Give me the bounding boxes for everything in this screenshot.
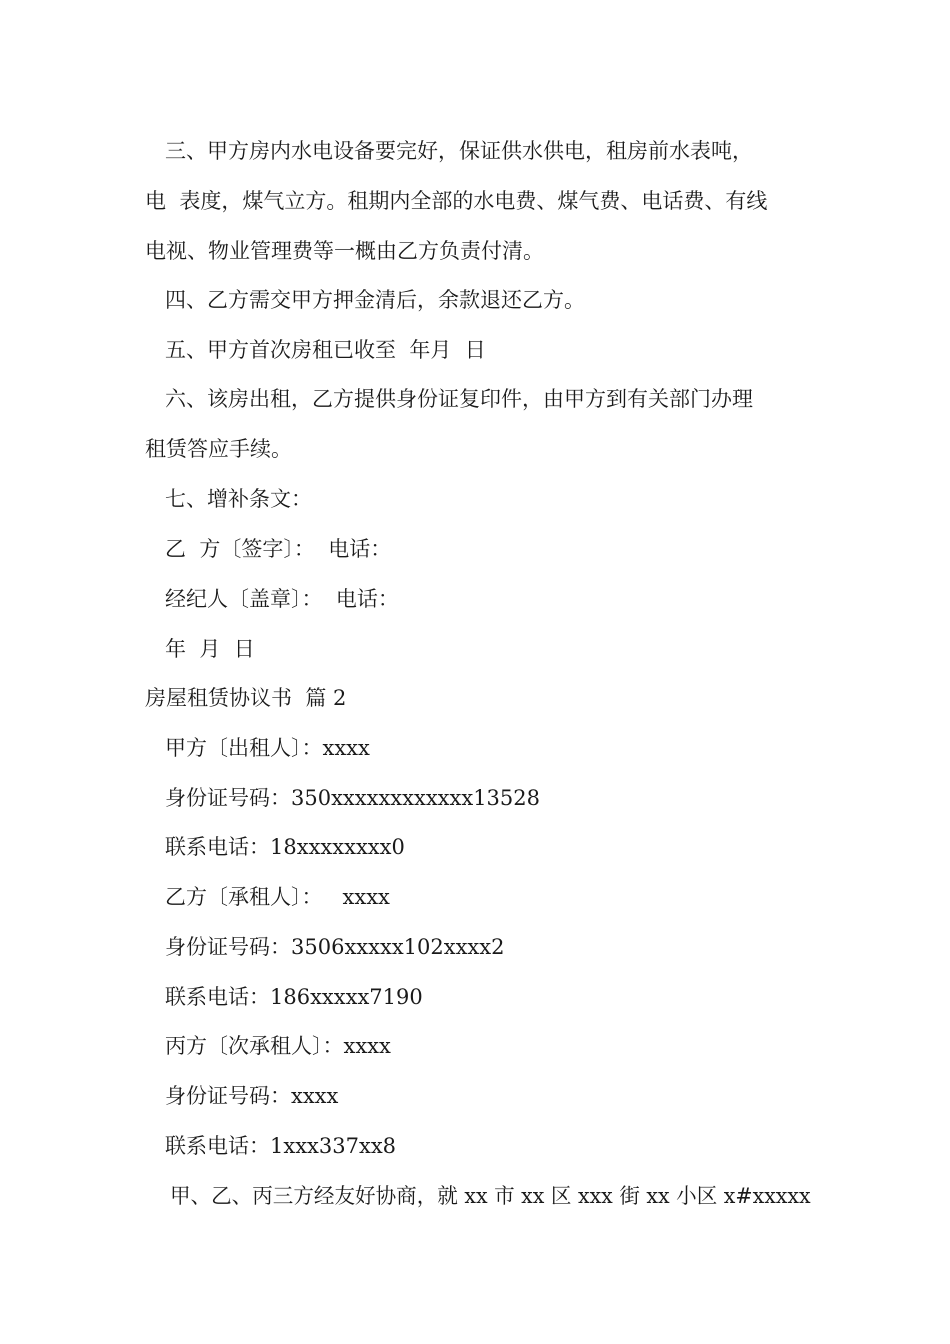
party-a-name: 甲方〔出租人〕：xxxx xyxy=(165,736,370,760)
party-b-phone: 联系电话：186xxxxx7190 xyxy=(165,985,423,1009)
party-b-id-number: 身份证号码：3506xxxxx102xxxx2 xyxy=(165,935,505,959)
party-c-id-number: 身份证号码：xxxx xyxy=(165,1084,339,1108)
party-a-phone: 联系电话：18xxxxxxxx0 xyxy=(165,835,405,859)
agreement-intro: 甲、乙、丙三方经友好协商，就 xx 市 xx 区 xxx 街 xx 小区 x#xxxxx xyxy=(170,1184,811,1208)
clause-3-line-2: 电 表度，煤气立方。租期内全部的水电费、煤气费、电话费、有线 xyxy=(145,189,768,213)
party-a-id-number: 身份证号码：350xxxxxxxxxxxx13528 xyxy=(165,786,541,810)
clause-5: 五、甲方首次房租已收至 年月 日 xyxy=(165,338,486,362)
signature-date: 年 月 日 xyxy=(165,637,255,661)
clause-6-line-1: 六、该房出租，乙方提供身份证复印件，由甲方到有关部门办理 xyxy=(165,387,753,411)
clause-4: 四、乙方需交甲方押金清后，余款退还乙方。 xyxy=(165,288,585,312)
party-b-name: 乙方〔承租人〕： xxxx xyxy=(165,885,390,909)
clause-3-line-1: 三、甲方房内水电设备要完好，保证供水供电，租房前水表吨， xyxy=(165,139,753,163)
party-c-name: 丙方〔次承租人〕：xxxx xyxy=(165,1034,391,1058)
signature-agent: 经纪人〔盖章〕： 电话： xyxy=(165,587,399,611)
section-2-title: 房屋租赁协议书 篇 2 xyxy=(145,686,347,710)
clause-6-line-2: 租赁答应手续。 xyxy=(145,437,292,461)
signature-party-b: 乙 方〔签字〕： 电话： xyxy=(165,537,392,561)
clause-3-line-3: 电视、物业管理费等一概由乙方负责付清。 xyxy=(145,239,544,263)
clause-7: 七、增补条文： xyxy=(165,487,312,511)
party-c-phone: 联系电话：1xxx337xx8 xyxy=(165,1134,397,1158)
